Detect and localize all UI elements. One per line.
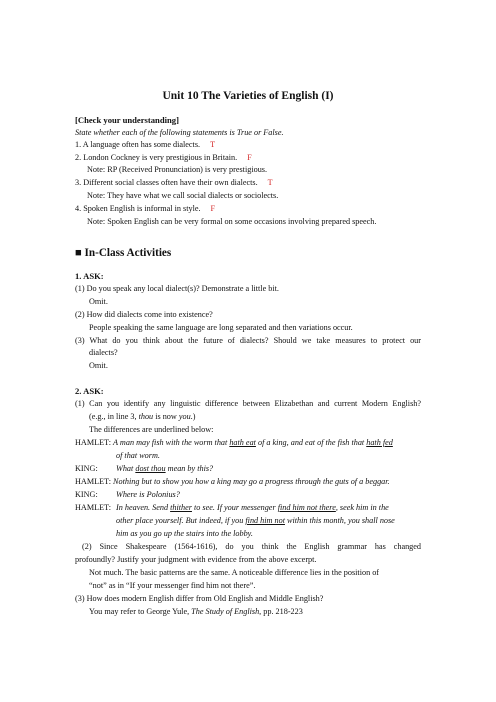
- ask2-underlined-note: The differences are underlined below:: [89, 425, 214, 434]
- ask2-a3: You may refer to George Yule, The Study of English, pp. 218-223: [89, 607, 303, 616]
- ask1-q2: (2) How did dialects come into existence?: [75, 310, 213, 319]
- answer-2: F: [247, 153, 252, 162]
- dialogue-speaker-2: KING:: [75, 464, 98, 473]
- ask2-a2-cont: “not” as in “If your messenger find him not there”.: [89, 581, 256, 590]
- check-instruction: State whether each of the following statements is True or False.: [75, 128, 284, 137]
- answer-3: T: [267, 178, 273, 187]
- dialogue-line-1-cont: of that worm.: [116, 451, 160, 460]
- statement-1: 1. A language often has some dialects. T: [75, 140, 216, 149]
- section-heading: ■ In-Class Activities: [75, 247, 172, 259]
- ask2-q3: (3) How does modern English differ from Old English and Middle English?: [75, 594, 324, 603]
- ask1-a1: Omit.: [89, 297, 108, 306]
- dialogue-speaker-4: KING:: [75, 490, 98, 499]
- ask1-q1: (1) Do you speak any local dialect(s)? Demonstrate a little bit.: [75, 284, 279, 293]
- statement-3: 3. Different social classes often have their own dialects. T: [75, 178, 273, 187]
- answer-4: F: [210, 204, 216, 213]
- statement-4: 4. Spoken English is informal in style. F: [75, 204, 216, 213]
- dialogue-line-2: What dost thou mean by this?: [116, 464, 214, 473]
- ask1-q3: (3) What do you think about the future of dialects? Should we take measures to protect our: [75, 336, 421, 345]
- dialogue-line-5: In heaven. Send thither to see. If your messenger find him not there, seek him in the: [116, 503, 389, 512]
- check-heading: [Check your understanding]: [75, 115, 179, 125]
- ask2-heading: 2. ASK:: [75, 386, 104, 396]
- ask2-q1: (1) Can you identify any linguistic difference between Elizabethan and current Modern English?: [75, 399, 421, 408]
- note-3: Note: They have what we call social dialects or sociolects.: [87, 191, 279, 200]
- ask2-q2: (2) Since Shakespeare (1564-1616), do you think the English grammar has changed: [82, 542, 421, 551]
- dialogue-speaker-5: HAMLET:: [75, 503, 111, 512]
- ask1-heading: 1. ASK:: [75, 271, 104, 281]
- note-4: Note: Spoken English can be very formal on some occasions involving prepared speech.: [87, 217, 377, 226]
- dialogue-line-4: Where is Polonius?: [116, 490, 180, 499]
- ask1-q3-cont: dialects?: [89, 348, 118, 357]
- dialogue-line-1: HAMLET: A man may fish with the worm that hath eat of a king, and eat of the fish that hath fed: [75, 438, 393, 447]
- ask2-q2-cont: profoundly? Justify your judgment with evidence from the above excerpt.: [75, 555, 317, 564]
- note-2: Note: RP (Received Pronunciation) is very prestigious.: [87, 165, 268, 174]
- ask1-a3: Omit.: [89, 361, 108, 370]
- dialogue-line-5-cont: other place yourself. But indeed, if you find him not within this month, you shall nose: [116, 516, 395, 525]
- ask2-a2: Not much. The basic patterns are the same. A noticeable difference lies in the position of: [89, 568, 380, 577]
- page-title: Unit 10 The Varieties of English (I): [162, 90, 334, 102]
- ask1-a2: People speaking the same language are long separated and then variations occur.: [89, 323, 353, 332]
- statement-2: 2. London Cockney is very prestigious in Britain. F: [75, 153, 252, 162]
- answer-1: T: [210, 140, 216, 149]
- dialogue-line-5-end: him as you go up the stairs into the lobby.: [116, 529, 253, 538]
- dialogue-line-3: HAMLET: Nothing but to show you how a king may go a progress through the guts of a beggar.: [75, 477, 390, 486]
- ask2-q1-example: (e.g., in line 3, thou is now you.): [89, 412, 196, 421]
- book-title: The Study of English: [191, 607, 260, 616]
